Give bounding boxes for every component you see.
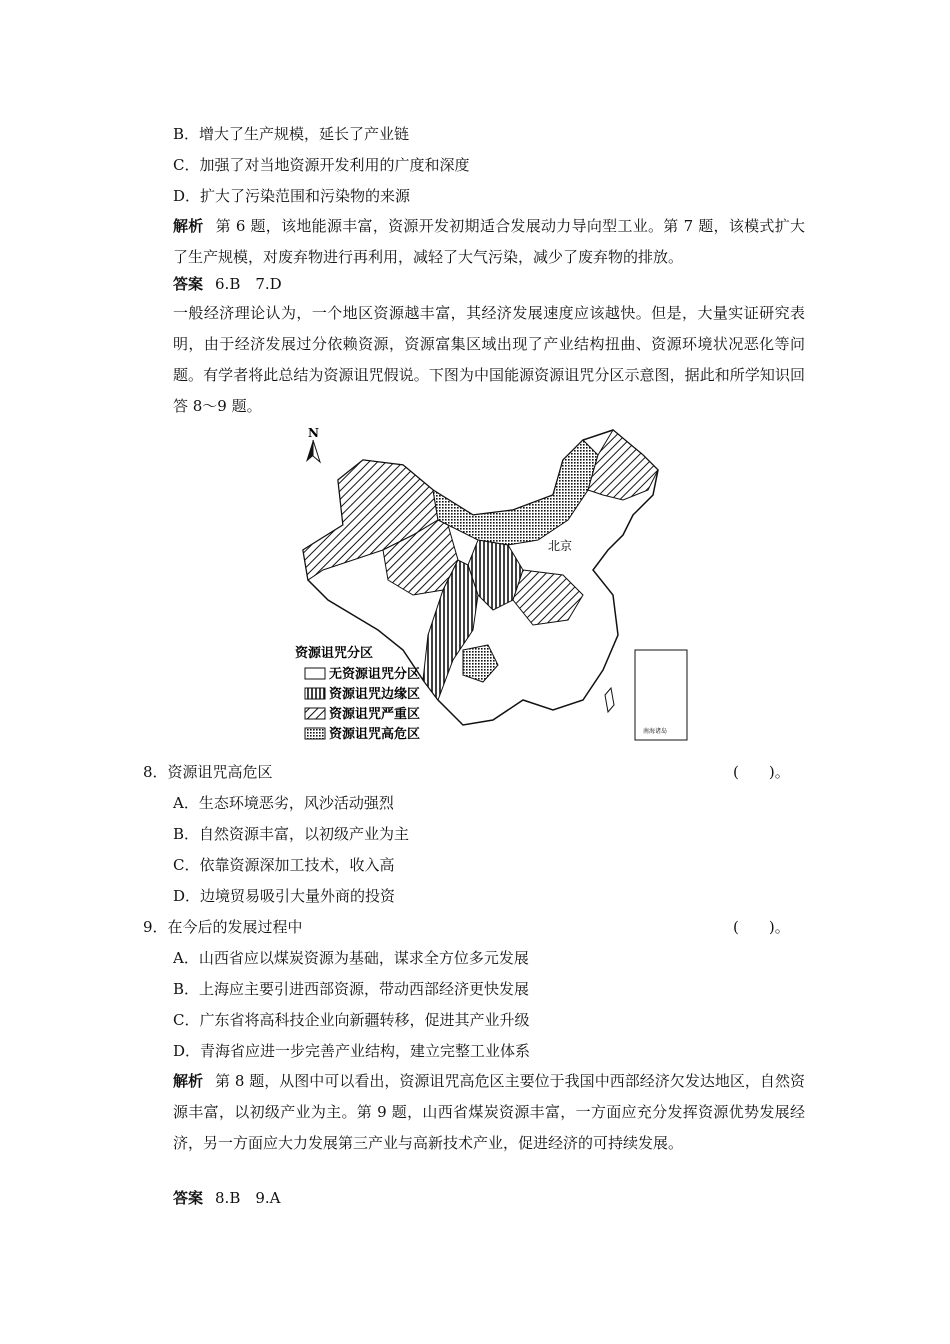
option-d-prev: D．扩大了污染范围和污染物的来源 <box>173 187 411 205</box>
legend-label-vertical: 资源诅咒边缘区 <box>329 687 421 702</box>
question-8-stem: 8．资源诅咒高危区 <box>143 763 273 781</box>
q9-option-d: D．青海省应进一步完善产业结构，建立完整工业体系 <box>173 1042 531 1060</box>
answer-2 <box>173 1188 281 1208</box>
intro-paragraph: 一般经济理论认为，一个地区资源越丰富，其经济发展速度应该越快。但是，大量实证研究表明，由于经济发展过分依赖资源，资源富集区域出现了产业结构扭曲、资源环境状况恶化等问题。有学者将此总结为资源诅咒假说。下图为中国能源资源诅咒分区示意图，据此和所学知识回答 8～9 题。 <box>173 304 805 415</box>
question-9-stem: 9．在今后的发展过程中 <box>143 918 303 936</box>
analysis-text: 第 8 题，从图中可以看出，资源诅咒高危区主要位于我国中西部经济欠发达地区，自然资源丰富，以初级产业为主。第 9 题，山西省煤炭资源丰富，一方面应充分发挥资源优势发展经济，另一方面应大力发展第三产业与高新技术产业，促进经济的可持续发展。 <box>173 1072 805 1152</box>
legend-label-diagonal: 资源诅咒严重区 <box>329 707 421 722</box>
answer-text: 6.B 7.D <box>215 275 282 293</box>
legend-swatch-none <box>305 668 325 679</box>
question-8-paren: ( )。 <box>733 763 790 781</box>
option-c-prev: C．加强了对当地资源开发利用的广度和深度 <box>173 156 470 174</box>
north-label: N <box>308 426 319 440</box>
legend-label-none: 无资源诅咒分区 <box>329 667 421 682</box>
legend-swatch-dots <box>305 728 325 739</box>
north-arrow-icon <box>306 440 313 462</box>
answer-1 <box>173 274 282 294</box>
q9-option-b: B．上海应主要引进西部资源，带动西部经济更快发展 <box>173 980 530 998</box>
south-sea-inset <box>635 650 687 740</box>
answer-label: 答案 <box>173 1189 204 1207</box>
question-9-paren: ( )。 <box>733 918 790 936</box>
option-b-prev: B．增大了生产规模，延长了产业链 <box>173 125 410 143</box>
analysis-label: 解析 <box>173 217 204 235</box>
resource-curse-map <box>283 420 708 746</box>
analysis-text: 第 6 题，该地能源丰富，资源开发初期适合发展动力导向型工业。第 7 题，该模式扩大了生产规模，对废弃物进行再利用，减轻了大气污染，减少了废弃物的排放。 <box>173 217 805 266</box>
legend-swatch-vertical <box>305 688 325 699</box>
answer-text: 8.B 9.A <box>215 1189 281 1207</box>
q8-option-d: D．边境贸易吸引大量外商的投资 <box>173 887 396 905</box>
q9-option-c: C．广东省将高科技企业向新疆转移，促进其产业升级 <box>173 1011 530 1029</box>
q9-option-a: A．山西省应以煤炭资源为基础，谋求全方位多元发展 <box>173 949 529 967</box>
beijing-label: 北京 <box>548 539 573 553</box>
legend-title: 资源诅咒分区 <box>295 646 374 661</box>
inset-label: 南海诸岛 <box>643 728 668 735</box>
q8-option-b: B．自然资源丰富，以初级产业为主 <box>173 825 410 843</box>
analysis-label: 解析 <box>173 1072 204 1090</box>
legend-swatch-diagonal <box>305 708 325 719</box>
analysis-2 <box>173 1066 805 1159</box>
q8-option-c: C．依靠资源深加工技术，收入高 <box>173 856 395 874</box>
q8-option-a: A．生态环境恶劣，风沙活动强烈 <box>173 794 394 812</box>
legend-label-dots: 资源诅咒高危区 <box>329 727 421 742</box>
answer-label: 答案 <box>173 275 204 293</box>
taiwan <box>605 688 614 712</box>
analysis-1 <box>173 211 805 273</box>
